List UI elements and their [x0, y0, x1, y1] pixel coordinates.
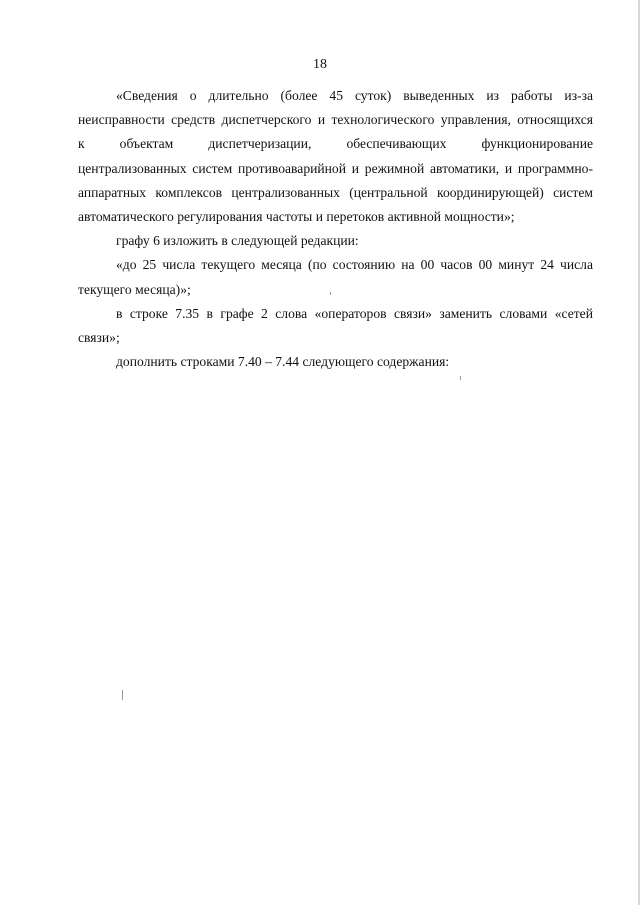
paragraph-info-title	[78, 84, 593, 229]
paragraph-row-7-35	[78, 302, 593, 350]
text-line: дополнить строками 7.40 – 7.44 следующего содержания:	[116, 354, 450, 370]
text-line: автоматического регулирования частоты и перетоков активной мощности»;	[78, 209, 515, 225]
paragraph-add-rows	[78, 350, 593, 374]
text-line: «Сведения о длительно (более 45 суток) выведенных из работы из-за	[116, 88, 593, 103]
text-line: «до 25 числа текущего месяца (по состоянию на 00 часов 00 минут 24 числа	[116, 257, 593, 273]
page-number: 18	[313, 57, 327, 72]
text-line: неисправности средств диспетчерского и технологического управления, относящихся	[78, 112, 593, 128]
text-line: в строке 7.35 в графе 2 слова «операторов связи» заменить словами «сетей	[116, 305, 593, 321]
scan-speck	[122, 690, 123, 700]
text-line: связи»;	[78, 330, 120, 346]
text-line: к объектам диспетчеризации, обеспечивающих функционирование	[78, 136, 593, 152]
scan-speck	[460, 376, 461, 380]
text-line: текущего месяца)»;	[78, 281, 191, 297]
text-line: централизованных систем противоаварийной и режимной автоматики, и программно-	[78, 160, 593, 176]
paragraph-column-6	[78, 229, 593, 253]
paragraph-deadline	[78, 253, 593, 301]
document-body	[78, 84, 593, 374]
text-line: графу 6 изложить в следующей редакции:	[116, 233, 359, 249]
scan-speck	[330, 292, 331, 295]
text-line: аппаратных комплексов централизованных (центральной координирующей) систем	[78, 184, 593, 200]
